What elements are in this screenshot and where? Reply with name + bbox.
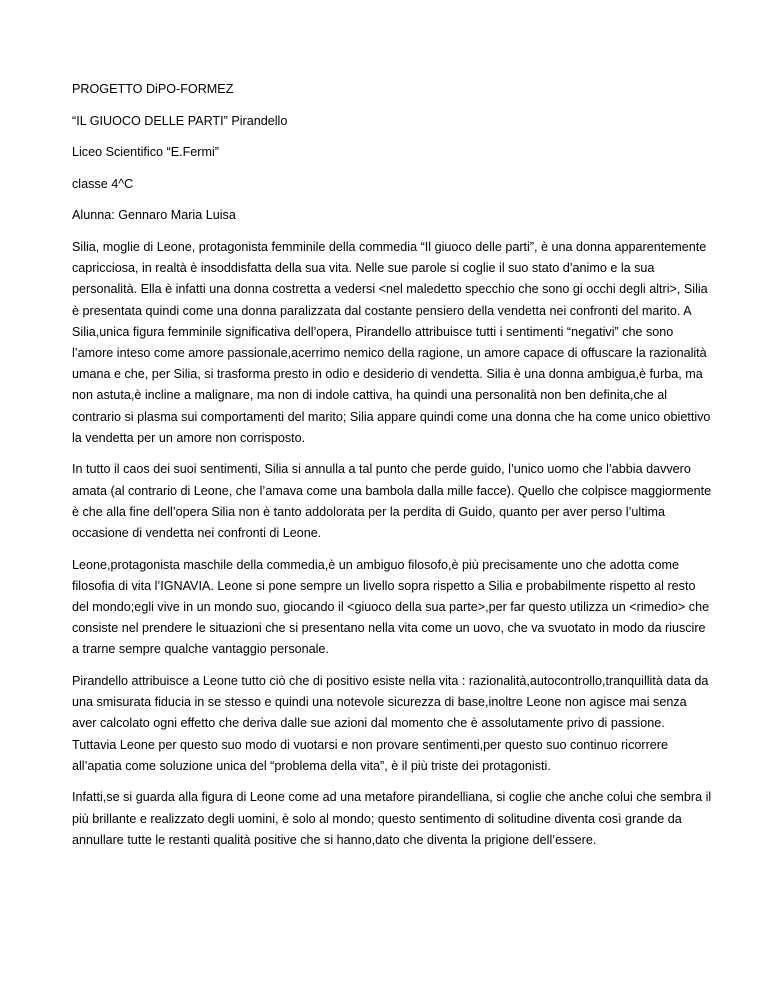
- work-title: “IL GIUOCO DELLE PARTI” Pirandello: [72, 113, 288, 128]
- paragraph-silia: Silia, moglie di Leone, protagonista femminile della commedia “Il giuoco delle parti”, è una donna apparentemente capricciosa, in realtà è insoddisfatta della sua vita. Nelle sue parole si coglie il suo stato d’animo e la sua personalità. Ella è infatti una donna costretta a vedersi <nel maledetto specchio che sono gi occhi degli altri>, Silia è presentata quindi come una donna paralizzata dal costante pensiero della vendetta nei confronti del marito. A Silia,unica figura femminile significativa dell’opera, Pirandello attribuisce tutti i sentimenti “negativi” che sono l’amore inteso come amore passionale,acerrimo nemico della ragione, un amore capace di offuscare la razionalità umana e che, per Silia, si trasforma presto in odio e desiderio di vendetta. Silia è una donna ambigua,è furba, ma non astuta,è incline a malignare, ma non di indole cattiva, ha quindi una personalità non ben definita,che al contrario si plasma sui comportamenti del marito; Silia appare quindi come una donna che ha come unico obiettivo la vendetta per un amore non corrisposto.: [72, 239, 711, 445]
- project-title: PROGETTO DiPO-FORMEZ: [72, 82, 234, 96]
- paragraph-silia-caos: In tutto il caos dei suoi sentimenti, Silia si annulla a tal punto che perde guido, l’unico uomo che l’abbia davvero amata (al contrario di Leone, che l’amava come una bambola dalla mille facce). Quello che colpisce maggiormente è che alla fine dell’opera Silia non è tanto addolorata per la perdita di Guido, quanto per aver perso l’ultima occasione di vendetta nei confronti di Leone.: [72, 462, 712, 540]
- student-name: Alunna: Gennaro Maria Luisa: [72, 208, 236, 223]
- school-name: Liceo Scientifico “E.Fermi”: [72, 145, 219, 160]
- paragraph-leone-positivo: Pirandello attribuisce a Leone tutto ciò che di positivo esiste nella vita : razionalità,autocontrollo,tranquillità data da una smisurata fiducia in se stesso e quindi una notevole sicurezza di base,inoltre Leone non agisce mai senza aver calcolato ogni effetto che deriva dalle sue azioni dal momento che è assolutamente privo di passione. Tuttavia Leone per questo suo modo di vuotarsi e non provare sentimenti,per questo suo continuo ricorrere all’apatia come soluzione unica del “problema della vita”, è il più triste dei protagonisti.: [72, 674, 709, 773]
- document-page: [72, 79, 712, 861]
- paragraph-conclusion: Infatti,se si guarda alla figura di Leone come ad una metafore pirandelliana, si coglie che anche colui che sembra il più brillante e realizzato degli uomini, è solo al mondo; questo sentimento di solitudine diventa così grande da annullare tutte le restanti qualità positive che si hanno,dato che diventa la prigione dell’essere.: [72, 790, 712, 847]
- paragraph-leone: Leone,protagonista maschile della commedia,è un ambiguo filosofo,è più precisamente uno che adotta come filosofia di vita l’IGNAVIA. Leone si pone sempre un livello sopra rispetto a Silia e probabilmente rispetto al resto del mondo;egli vive in un mondo suo, giocando il <giuoco della sua parte>,per far questo utilizza un <rimedio> che consiste nel prendere le situazioni che si presentano nella vita come un uovo, che va svuotato in modo da riuscire a trarne sempre qualche vantaggio personale.: [72, 557, 710, 657]
- class-name: classe 4^C: [72, 176, 134, 191]
